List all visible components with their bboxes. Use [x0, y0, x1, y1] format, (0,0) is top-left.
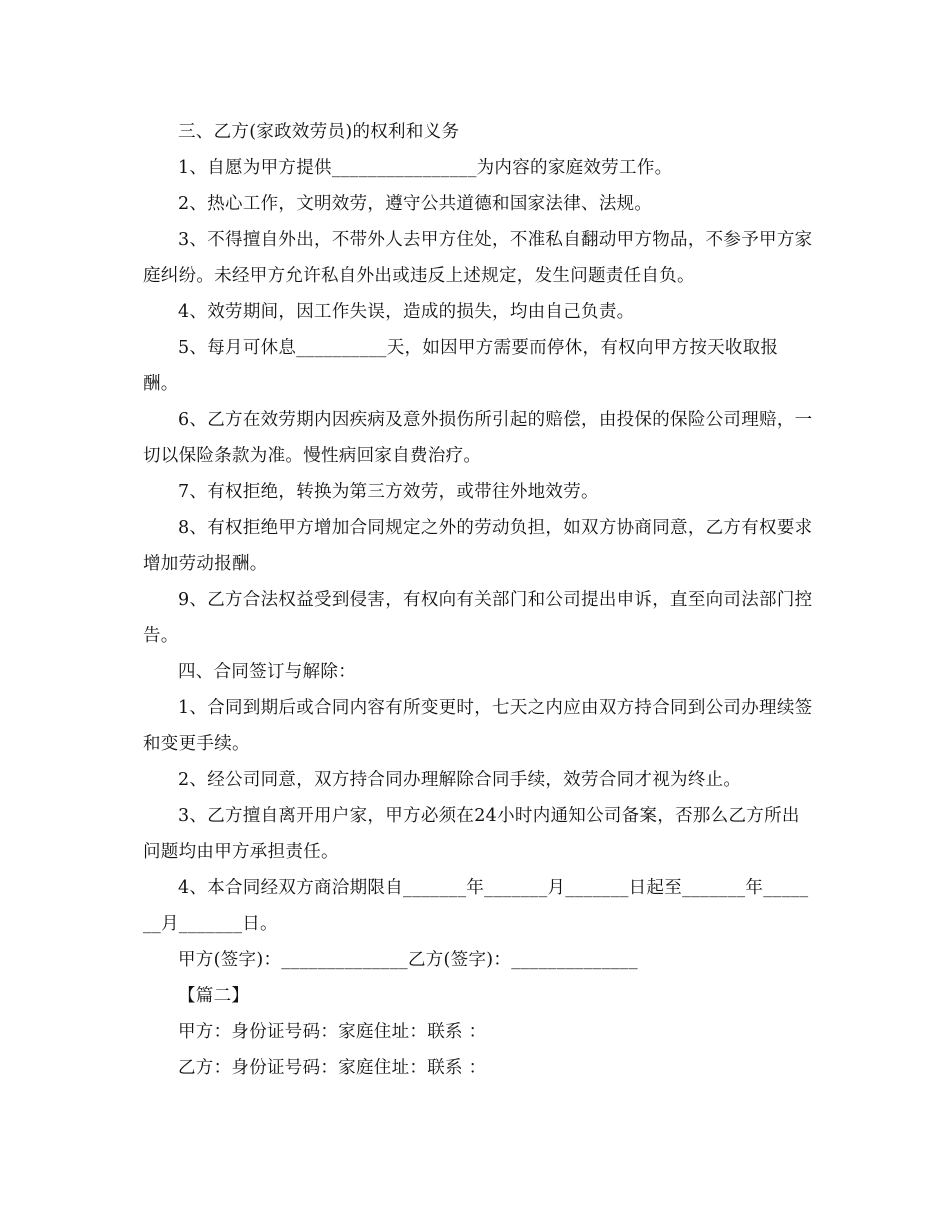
clause-3-4: 4、效劳期间，因工作失误，造成的损失，均由自己负责。 — [178, 302, 635, 322]
clause-3-3: 3、不得擅自外出，不带外人去甲方住处，不准私自翻动甲方物品，不参予甲方家庭纠纷。未经甲方允许私自外出或违反上述规定，发生问题责任自负。 — [143, 230, 813, 286]
party-b-info: 乙方：身份证号码：家庭住址：联系 ： — [178, 1058, 487, 1078]
party-a-info: 甲方：身份证号码：家庭住址：联系 ： — [178, 1022, 487, 1042]
clause-3-6: 6、乙方在效劳期内因疾病及意外损伤所引起的赔偿，由投保的保险公司理赔，一切以保险条款为准。慢性病回家自费治疗。 — [143, 410, 813, 466]
clause-3-7: 7、有权拒绝，转换为第三方效劳，或带往外地效劳。 — [178, 482, 599, 502]
signature-line: 甲方(签字)：______________乙方(签字)：______________ — [178, 950, 638, 970]
clause-3-8: 8、有权拒绝甲方增加合同规定之外的劳动负担，如双方协商同意，乙方有权要求增加劳动报酬。 — [143, 518, 813, 574]
clause-3-5: 5、每月可休息__________天，如因甲方需要而停休，有权向甲方按天收取报酬。 — [143, 338, 779, 394]
clause-4-2: 2、经公司同意，双方持合同办理解除合同手续，效劳合同才视为终止。 — [178, 770, 742, 790]
part-two-heading: 【篇二】 — [178, 986, 250, 1006]
document-body — [143, 114, 813, 1086]
clause-4-3: 3、乙方擅自离开用户家，甲方必须在24小时内通知公司备案，否那么乙方所出问题均由甲方承担责任。 — [143, 806, 800, 862]
clause-3-1: 1、自愿为甲方提供________________为内容的家庭效劳工作。 — [178, 158, 673, 178]
clause-3-9: 9、乙方合法权益受到侵害，有权向有关部门和公司提出申诉，直至向司法部门控告。 — [143, 590, 813, 646]
clause-3-2: 2、热心工作，文明效劳，遵守公共道德和国家法律、法规。 — [178, 194, 653, 214]
clause-4-1: 1、合同到期后或合同内容有所变更时，七天之内应由双方持合同到公司办理续签和变更手续。 — [143, 698, 813, 754]
clause-4-4: 4、本合同经双方商洽期限自_______年_______月_______日起至_______年_______月_______日。 — [143, 878, 809, 934]
section-four-heading: 四、合同签订与解除： — [178, 662, 356, 682]
section-three-heading: 三、乙方(家政效劳员)的权利和义务 — [178, 122, 460, 142]
